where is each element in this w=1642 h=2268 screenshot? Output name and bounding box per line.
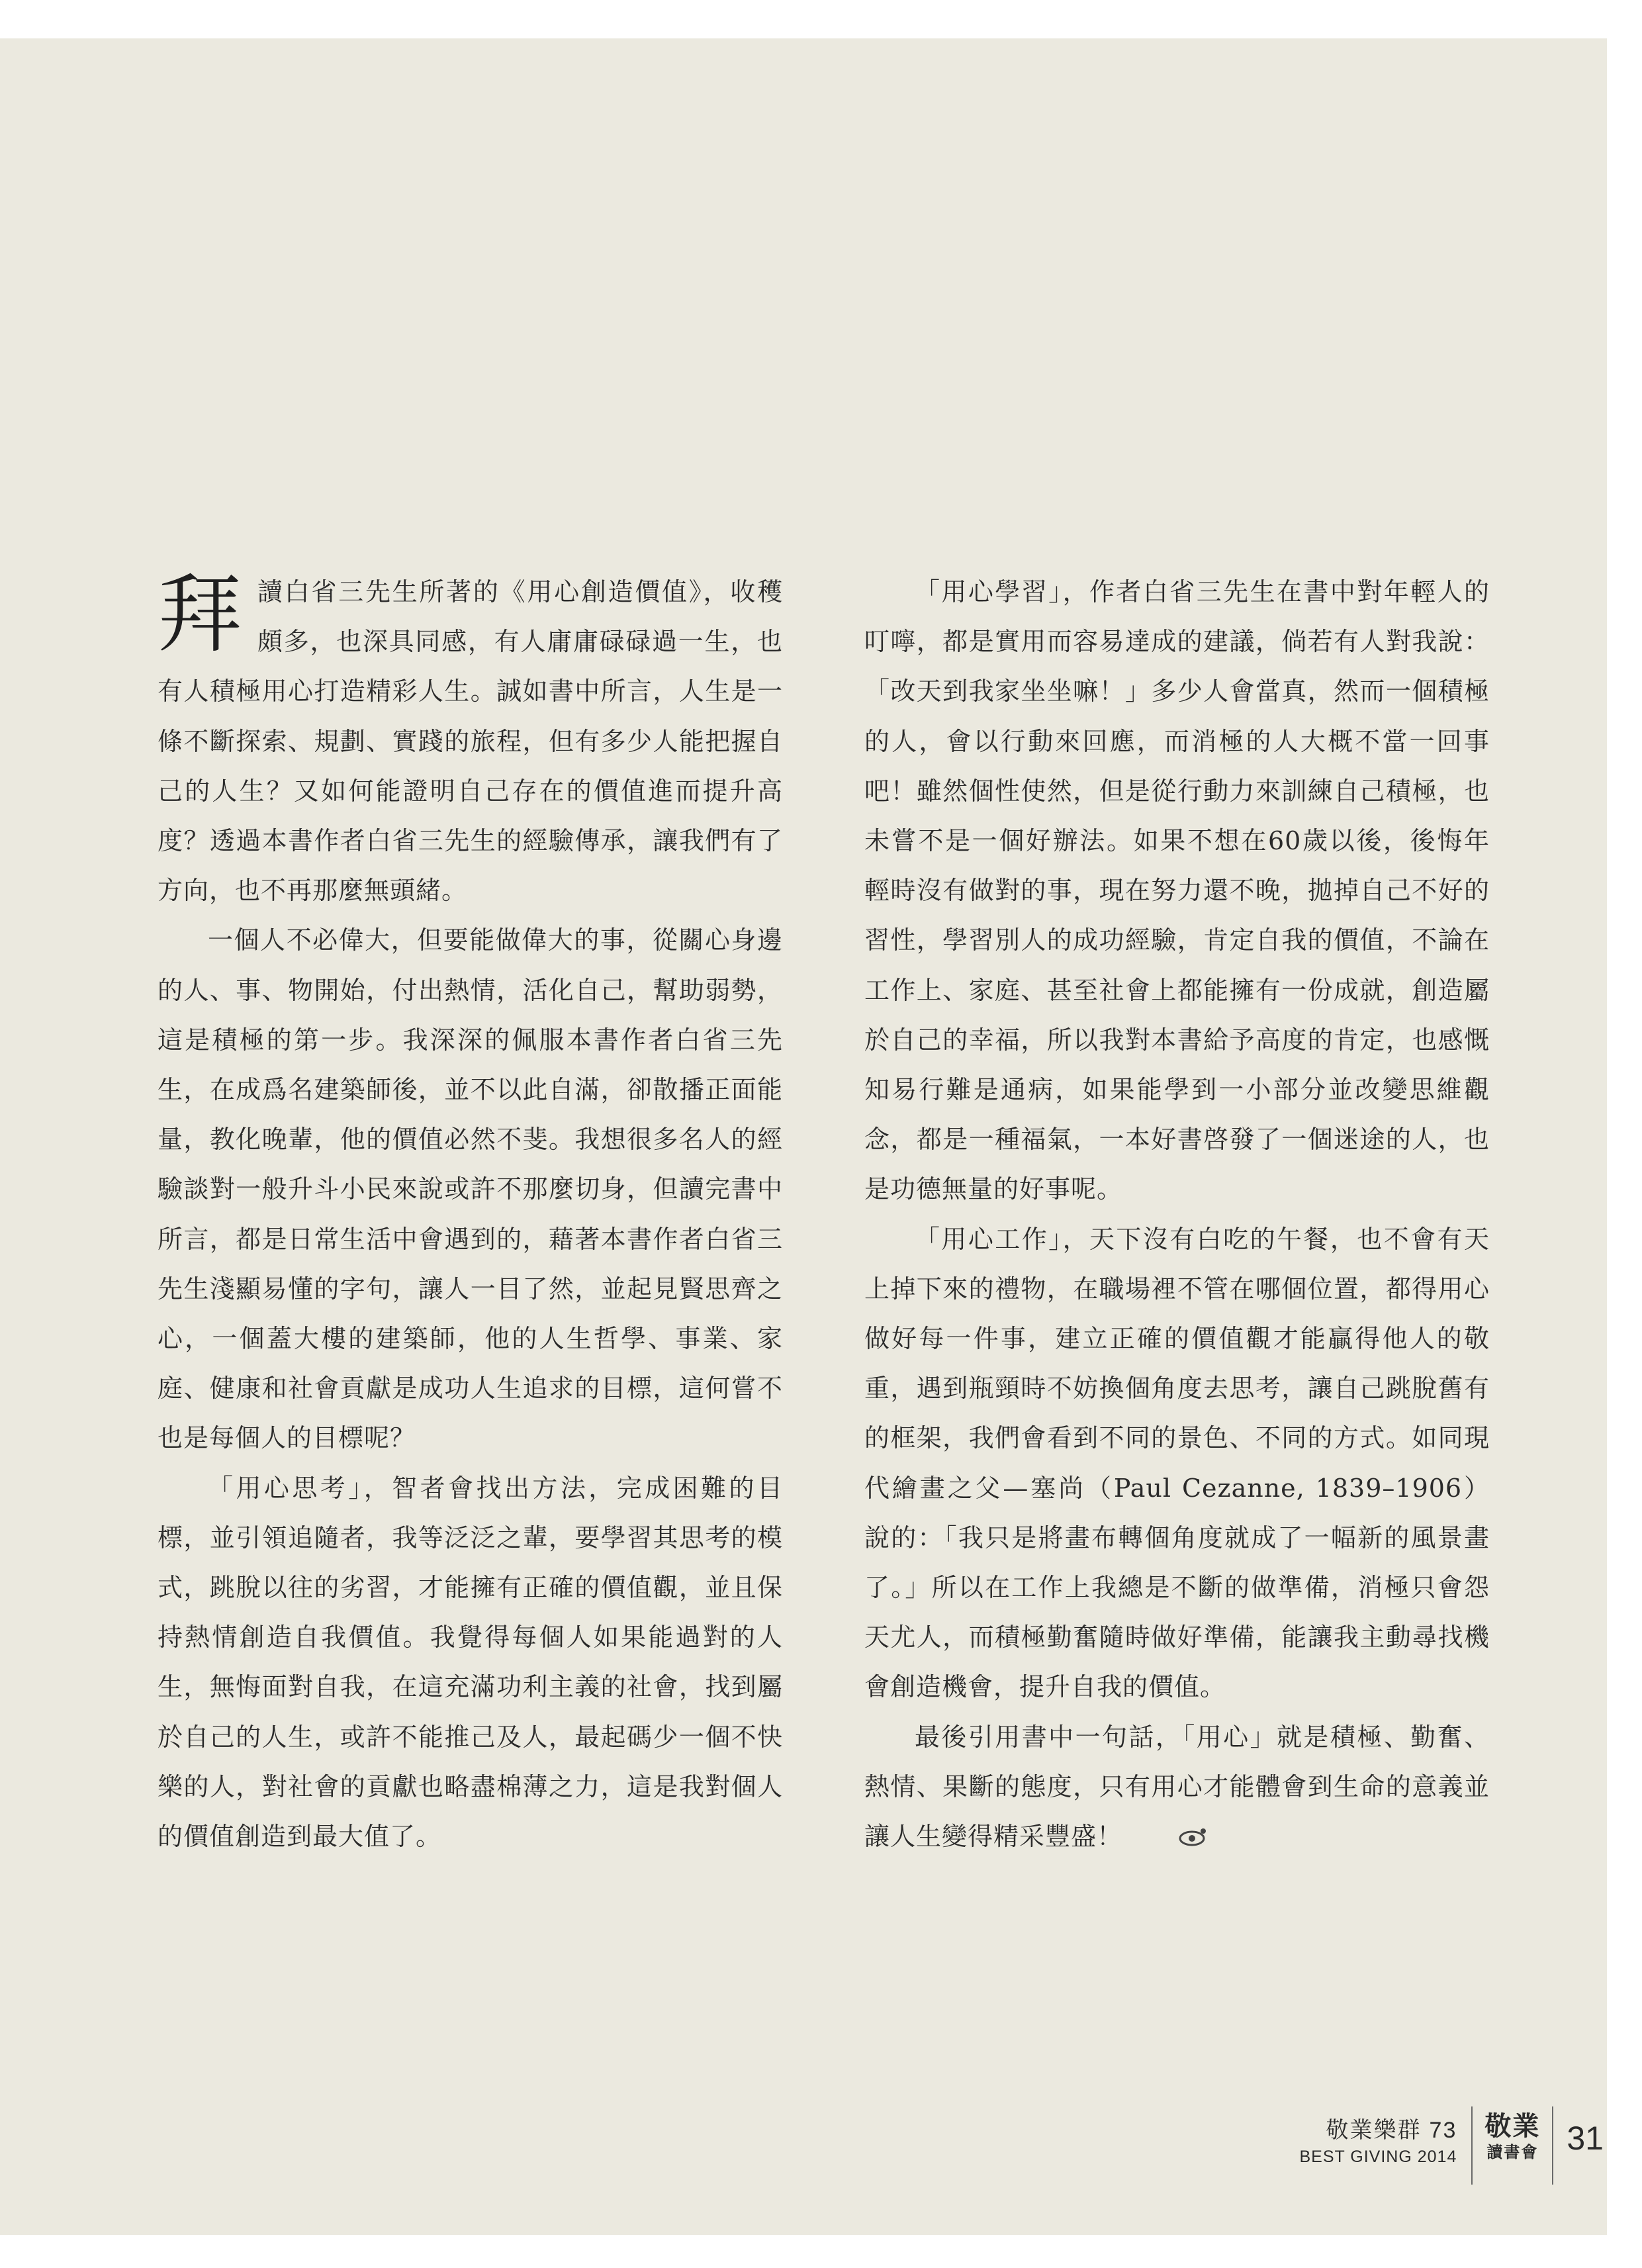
article-paragraph — [158, 567, 783, 916]
article-column-right — [864, 567, 1490, 1864]
magazine-title-en: BEST GIVING 2014 — [1299, 2148, 1457, 2166]
article-column-left — [158, 567, 783, 1862]
article-paragraph: 一個人不必偉大，但要能做偉大的事，從關心身邊的人、事、物開始，付出熱情，活化自己，幫助弱勢，這是積極的第一步。我深深的佩服本書作者白省三先生，在成爲名建築師後，並不以此自滿，卻散播正面能量，教化晚輩，他的價值必然不斐。我想很多名人的經驗談對一般升斗小民來說或許不那麼切身，但讀完書中所言，都是日常生活中會遇到的，藉著本書作者白省三先生淺顯易懂的字句，讓人一目了然，並起見賢思齊之心，一個蓋大樓的建築師，他的人生哲學、事業、家庭、健康和社會貢獻是成功人生追求的目標，這何嘗不也是每個人的目標呢？ — [158, 925, 783, 1453]
eye-end-mark-icon — [1128, 1814, 1207, 1864]
club-name: 敬業 — [1484, 2110, 1541, 2142]
club-name-sub: 讀書會 — [1486, 2142, 1539, 2161]
paragraph-text: 最後引用書中一句話，「用心」就是積極、勤奮、熱情、果斷的態度，只有用心才能體會到生命的意義並讓人生變得精采豐盛！ — [864, 1722, 1490, 1852]
page-footer — [1300, 2106, 1604, 2186]
footer-divider — [1471, 2106, 1473, 2185]
article-paragraph: 「用心工作」，天下沒有白吃的午餐，也不會有天上掉下來的禮物，在職場裡不管在哪個位置，都得用心做好每一件事，建立正確的價值觀才能贏得他人的敬重，遇到瓶頸時不妨換個角度去思考，讓自己跳脫舊有的框架，我們會看到不同的景色、不同的方式。如同現代繪畫之父—塞尚（Paul Cezanne, 1839–1906）說的：「我只是將畫布轉個角度就成了一幅新的風景畫了。」所以在工作上我總是不斷的做準備，消極只會怨天尤人，而積極勤奮隨時做好準備，能讓我主動尋找機會創造機會，提升自我的價值。 — [864, 1224, 1490, 1702]
article-paragraph — [864, 1713, 1490, 1864]
article-paragraph: 「用心思考」，智者會找出方法，完成困難的目標，並引領追隨者，我等泛泛之輩，要學習其思考的模式，跳脫以往的劣習，才能擁有正確的價值觀，並且保持熱情創造自我價值。我覺得每個人如果能過對的人生，無悔面對自我，在這充滿功利主義的社會，找到屬於自己的人生，或許不能推己及人，最起碼少一個不快樂的人，對社會的貢獻也略盡棉薄之力，這是我對個人的價值創造到最大值了。 — [158, 1473, 783, 1852]
magazine-title: 敬業樂群 — [1326, 2117, 1422, 2144]
paragraph-text: 讀白省三先生所著的《用心創造價值》，收穫頗多，也深具同感，有人庸庸碌碌過一生，也有人積極用心打造精彩人生。誠如書中所言，人生是一條不斷探索、規劃、實踐的旅程，但有多少人能把握自己的人生？又如何能證明自己存在的價值進而提升高度？透過本書作者白省三先生的經驗傳承，讓我們有了方向，也不再那麼無頭緒。 — [158, 577, 783, 906]
page-number: 31 — [1567, 2120, 1604, 2157]
article-paragraph: 「用心學習」，作者白省三先生在書中對年輕人的叮嚀，都是實用而容易達成的建議，倘若有人對我說：「改天到我家坐坐嘛！」多少人會當真，然而一個積極的人，會以行動來回應，而消極的人大概不當一回事吧！雖然個性使然，但是從行動力來訓練自己積極，也未嘗不是一個好辦法。如果不想在60歲以後，後悔年輕時沒有做對的事，現在努力還不晚，拋掉自己不好的習性，學習別人的成功經驗，肯定自我的價值，不論在工作上、家庭、甚至社會上都能擁有一份成就，創造屬於自己的幸福，所以我對本書給予高度的肯定，也感慨知易行難是通病，如果能學到一小部分並改變思維觀念，都是一種福氣，一本好書啓發了一個迷途的人，也是功德無量的好事呢。 — [864, 577, 1490, 1204]
footer-divider — [1552, 2106, 1553, 2185]
drop-cap: 拜 — [158, 565, 244, 664]
magazine-info — [1300, 2106, 1457, 2169]
issue-number: 73 — [1429, 2118, 1457, 2143]
club-logo — [1484, 2106, 1540, 2162]
